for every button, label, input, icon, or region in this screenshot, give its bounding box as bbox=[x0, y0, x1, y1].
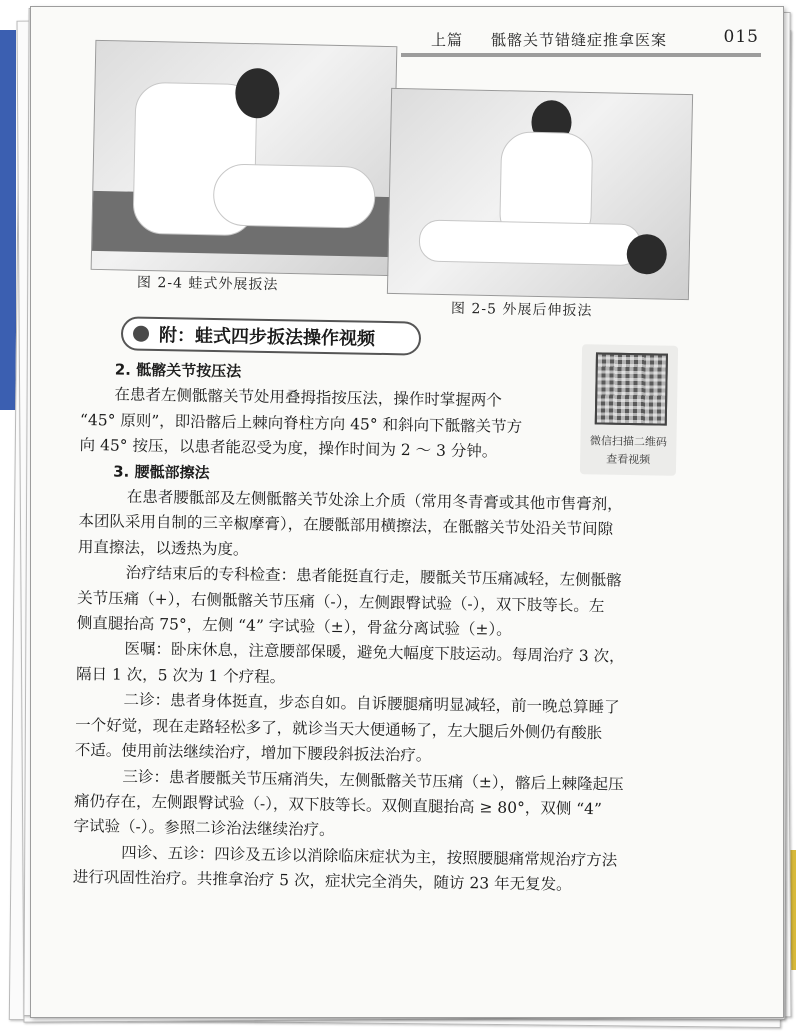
figure-caption-2-5: 图 2-5 外展后伸扳法 bbox=[450, 300, 593, 320]
text-line: 侧直腿抬高 75°，左侧 “4” 字试验（±），骨盆分离试验（±）。 bbox=[76, 614, 512, 639]
text-line: “45° 原则”，即沿髂后上棘向脊柱方向 45° 和斜向下骶髂关节方 bbox=[79, 410, 523, 436]
text-line: 隔日 1 次，5 次为 1 个疗程。 bbox=[75, 664, 286, 687]
binder-edge-blue bbox=[0, 30, 16, 410]
text-line: 本团队采用自制的三辛椒摩膏），在腰骶部用横擦法，在骶髂关节处沿关节间隙 bbox=[78, 512, 614, 539]
video-banner-label: 附：蛙式四步扳法操作视频 bbox=[158, 325, 376, 350]
qr-caption-line1: 微信扫描二维码 bbox=[589, 434, 668, 449]
text-line: 用直擦法，以透热为度。 bbox=[77, 537, 249, 559]
header-part: 上篇 bbox=[431, 31, 464, 49]
header-rule bbox=[401, 53, 761, 57]
text-line: 不适。使用前法继续治疗，增加下腰段斜扳法治疗。 bbox=[74, 741, 432, 765]
body-text bbox=[73, 357, 701, 900]
text-line: 三诊：患者腰骶关节压痛消失，左侧骶髂关节压痛（±），髂后上棘隆起压 bbox=[122, 767, 624, 794]
text-line: 在患者左侧骶髂关节处用叠拇指按压法，操作时掌握两个 bbox=[114, 385, 503, 411]
text-line: 字试验（-）。参照二诊治法继续治疗。 bbox=[73, 817, 335, 840]
text-line: 进行巩固性治疗。共推拿治疗 5 次，症状完全消失，随访 23 年无复发。 bbox=[72, 868, 572, 894]
figure-photo-2-5 bbox=[387, 88, 693, 300]
text-line: 治疗结束后的专科检查：患者能挺直行走，腰骶关节压痛减轻，左侧骶髂 bbox=[125, 563, 622, 590]
section-heading: 3. 腰骶部擦法 bbox=[113, 462, 210, 482]
text-line: 医嘱：卧床休息，注意腰部保暖，避免大幅度下肢运动。每周治疗 3 次， bbox=[124, 640, 625, 667]
running-header bbox=[391, 25, 759, 51]
video-banner bbox=[121, 316, 422, 355]
text-line: 向 45° 按压，以患者能忍受为度，操作时间为 2 ～ 3 分钟。 bbox=[79, 436, 498, 461]
text-line: 在患者腰骶部及左侧骶髂关节处涂上介质（常用冬青膏或其他市售膏剂， bbox=[126, 487, 623, 514]
qr-caption-line2: 查看视频 bbox=[606, 452, 651, 467]
text-line: 二诊：患者身体挺直，步态自如。自诉腰腿痛明显减轻，前一晚总算睡了 bbox=[123, 690, 620, 717]
figure-caption-2-4: 图 2-4 蛙式外展扳法 bbox=[136, 274, 279, 294]
text-line: 一个好觉，现在走路轻松多了，就诊当天大便通畅了，左大腿后外侧仍有酸胀 bbox=[75, 715, 603, 742]
circle-bullet-icon bbox=[133, 326, 149, 342]
page-number: 015 bbox=[723, 27, 759, 47]
section-heading: 2. 骶髂关节按压法 bbox=[114, 360, 242, 381]
text-line: 痛仍存在，左侧跟臀试验（-），双下肢等长。双侧直腿抬高 ≥ 80°，双侧 “4” bbox=[73, 791, 603, 819]
book-page bbox=[30, 6, 784, 1018]
figure-photo-2-4 bbox=[91, 40, 398, 276]
text-line: 关节压痛（+），右侧骶髂关节压痛（-），左侧跟臀试验（-），双下肢等长。左 bbox=[77, 588, 605, 615]
text-line: 四诊、五诊：四诊及五诊以消除临床症状为主，按照腰腿痛常规治疗方法 bbox=[121, 843, 618, 870]
header-title: 骶髂关节错缝症推拿医案 bbox=[491, 31, 668, 49]
